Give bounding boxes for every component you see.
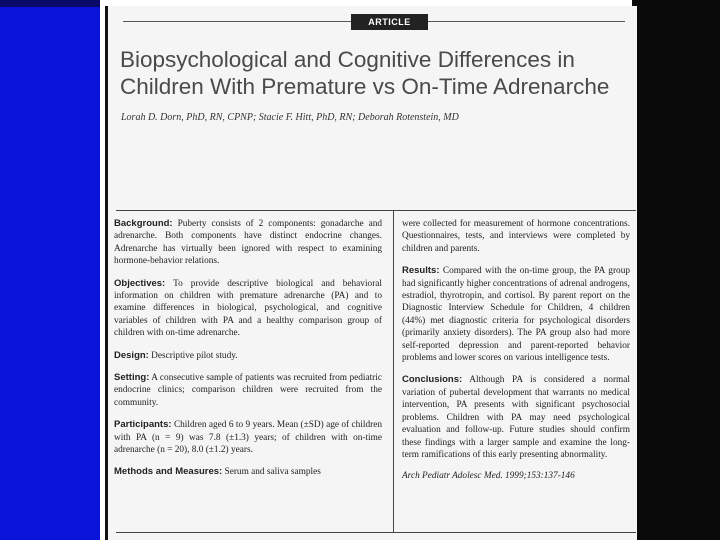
author-list: Lorah D. Dorn, PhD, RN, CPNP; Stacie F. Hitt, PhD, RN; Deborah Rotenstein, MD [121,112,459,123]
abstract-background: Background: Puberty consists of 2 components: gonadarche and adrenarche. Both components have distinct endocrine changes. Adrenarche has virtually been ignored with respect to examining hormone-behavior relations. [114,218,382,267]
article-title [120,46,630,100]
abstract-results: Results: Compared with the on-time group, the PA group had significantly higher concentrations of adrenal androgens, estradiol, thyrotropin, and cortisol. By parent report on the Diagnostic Interview Schedule for Children, 4 children (44%) met diagnostic criteria for psychological disorders (primarily anxiety disorders). The PA group also had more self-reported depression and parent-reported behavior problems and lower scores on various intelligence tests. [402,265,630,364]
right-shadow [632,0,720,540]
abstract-left-column [114,218,382,488]
abstract-methods: Methods and Measures: Serum and saliva samples [114,465,321,477]
article-page [105,6,637,540]
journal-citation: Arch Pediatr Adolesc Med. 1999;153:137-146 [402,471,575,482]
abstract-participants: Participants: Children aged 6 to 9 years. Mean (±SD) age of children with PA (n = 9) was 7.8 (±1.3) years; of children with on-time adrenarche (n = 20), 8.0 (±1.2) years. [114,419,382,456]
title-line-2: Children With Premature vs On-Time Adrenarche [120,74,610,99]
left-blue-bar [0,7,100,540]
abstract-design: Design: Descriptive pilot study. [114,349,238,361]
column-divider [393,210,394,532]
abstract-setting: Setting: A consecutive sample of patients was recruited from pediatric endocrine clinics; comparison children were recruited from the community. [114,372,382,408]
abstract-objectives: Objectives: To provide descriptive biological and behavioral information on children with premature adrenarche (PA) and to examine differences in biological, psychological, and cognitive variables of children with PA and a healthy comparison group of children with on-time adrenarche. [114,277,382,339]
article-tag: ARTICLE [351,14,428,30]
left-bar-top [0,0,100,7]
abstract-methods-continued: were collected for measurement of hormone concentrations. Questionnaires, tests, and interviews were completed by children and parents. [402,219,630,254]
abstract-right-column [402,218,630,481]
abstract-conclusions: Conclusions: Although PA is considered a normal variation of pubertal development that warrants no medical intervention, PA presents with significant psychosocial problems. Children with PA may need psychological evaluation and follow-up. Future studies should confirm these findings with a larger sample and examine the long-term ramifications of this early presenting abnormality. [402,374,630,460]
title-line-1: Biopsychological and Cognitive Differences in [120,47,575,72]
bottom-rule [116,532,636,533]
